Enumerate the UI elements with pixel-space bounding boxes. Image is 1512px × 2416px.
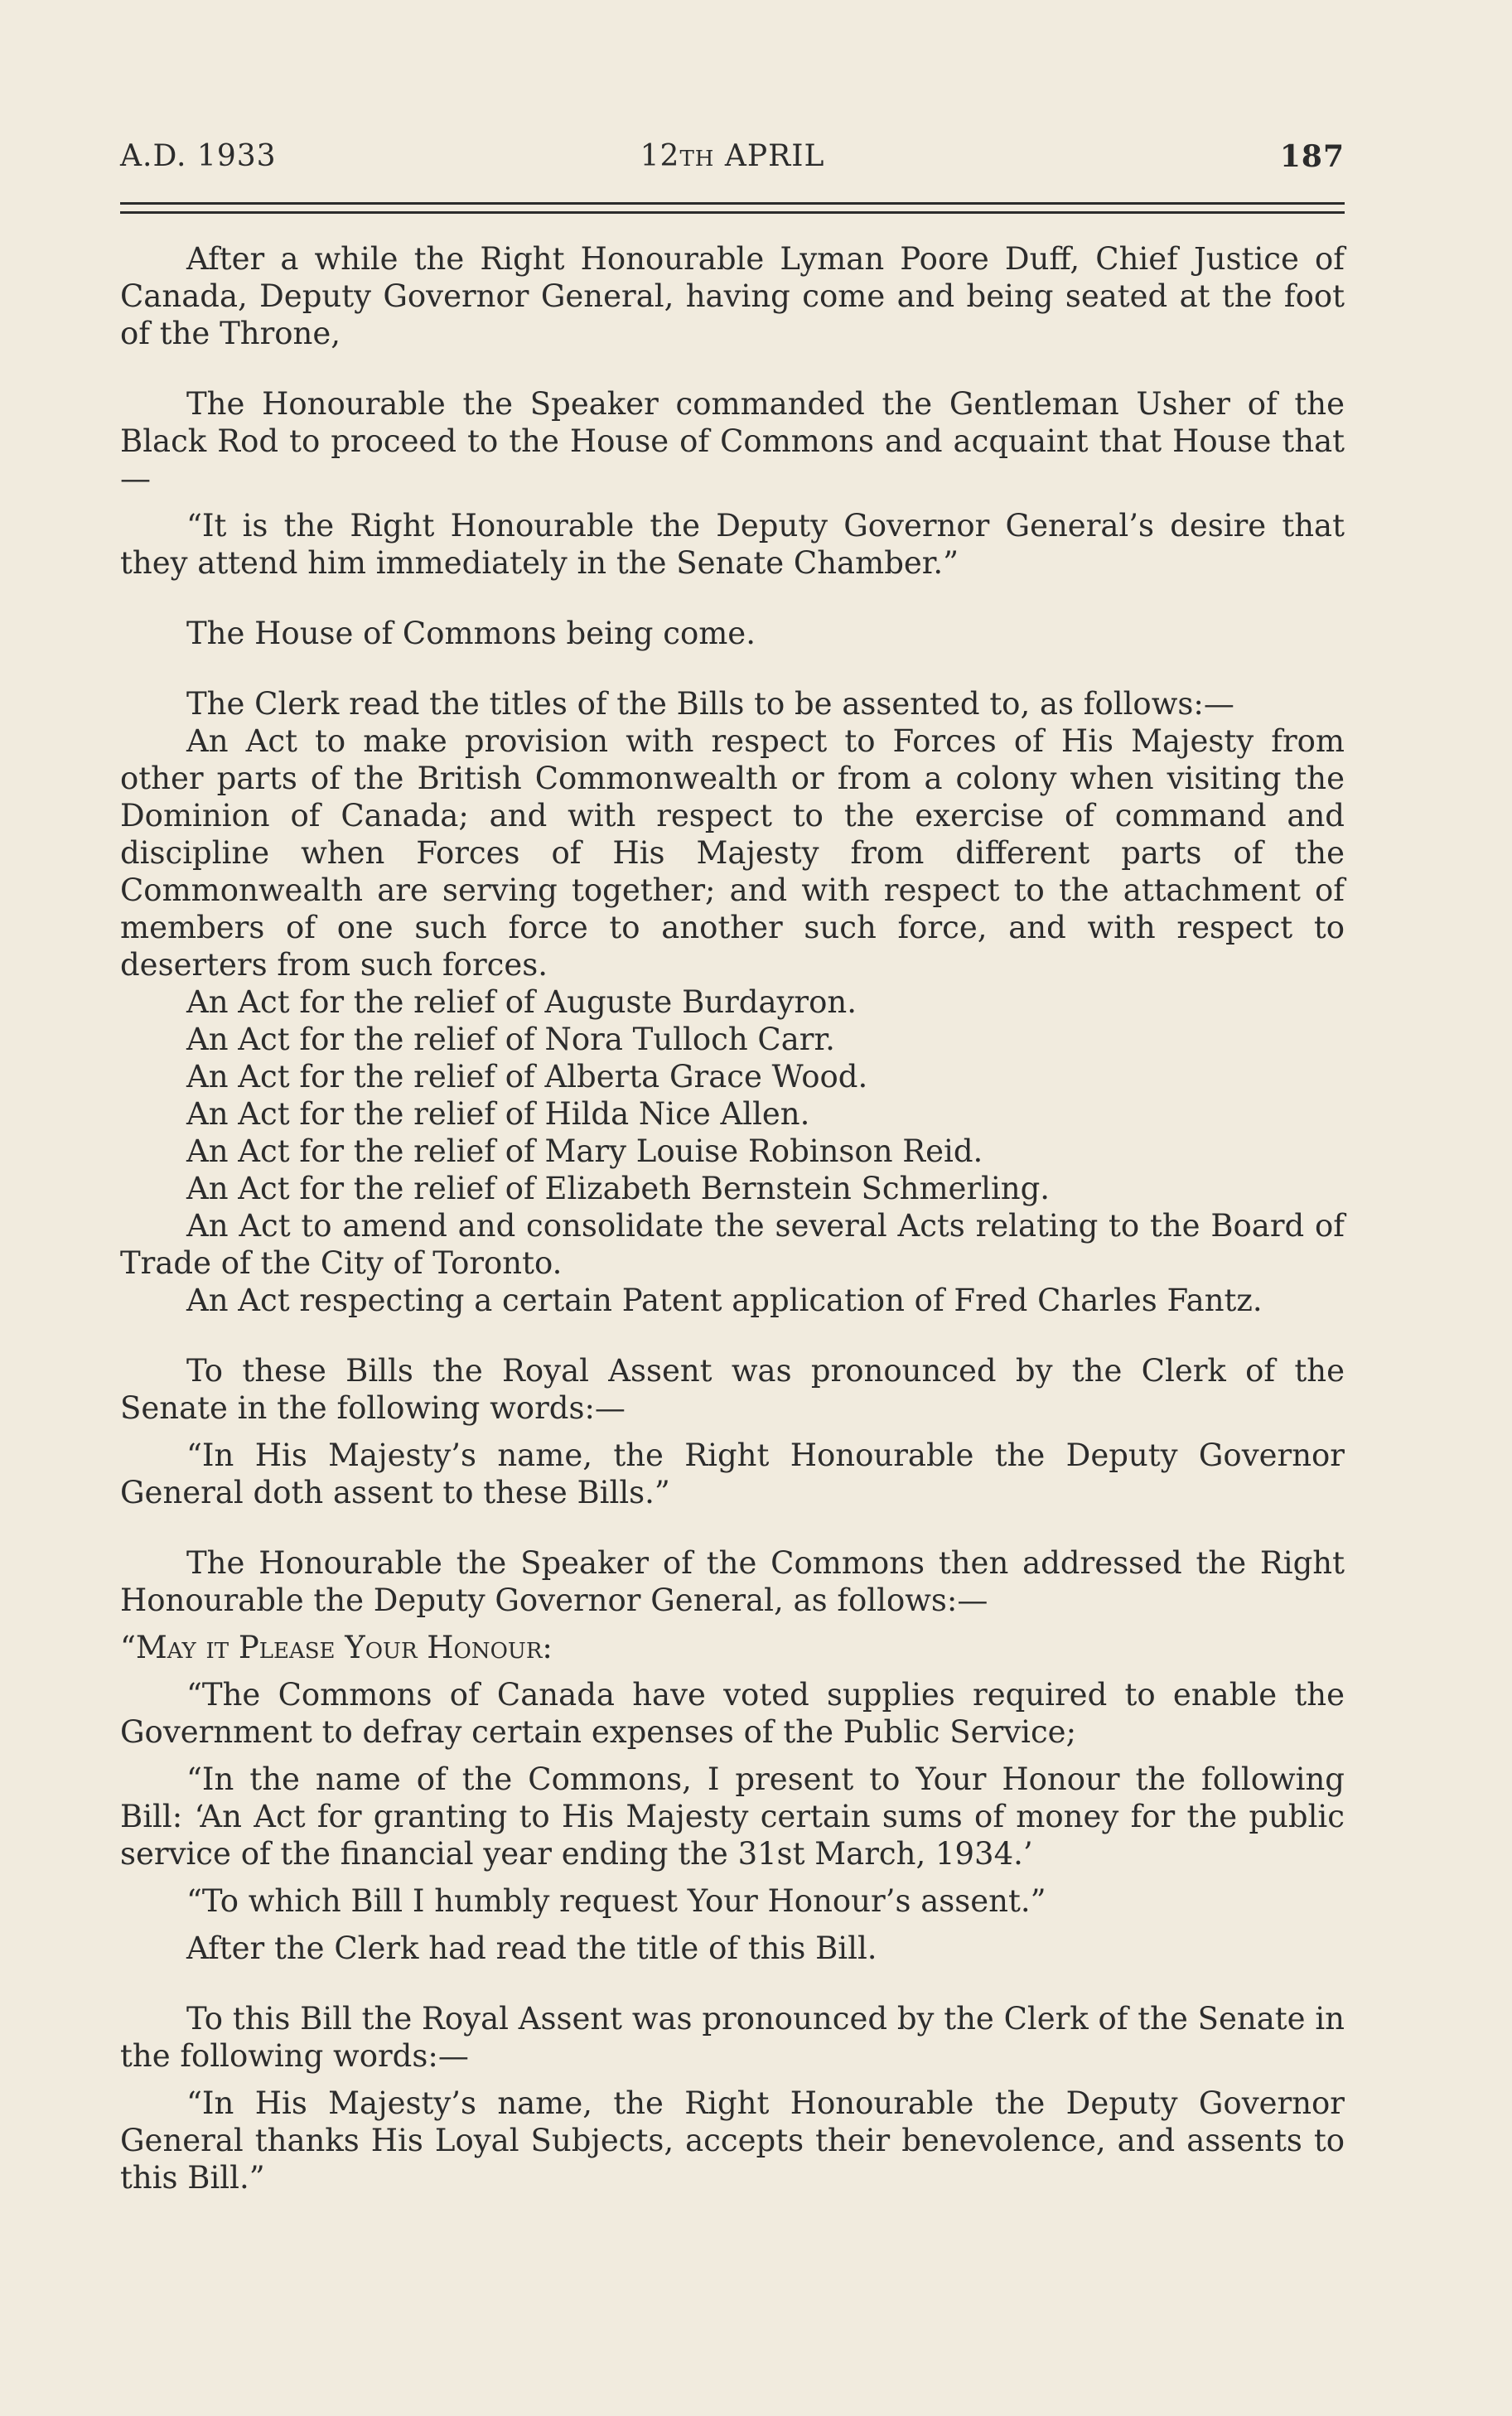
quotation: “It is the Right Honourable the Deputy Governor General’s desire that they attend him immediately in the Senate Chamber.” [120, 508, 1345, 581]
bill-title: An Act for the relief of Mary Louise Robinson Reid. [186, 1133, 983, 1169]
header-date-suffix: TH [679, 147, 715, 172]
paragraph: To these Bills the Royal Assent was pronounced by the Clerk of the Senate in the following words:— [120, 1353, 1345, 1426]
header-year: A.D. 1933 [120, 139, 277, 173]
bill-title: An Act to make provision with respect to Forces of His Majesty from other parts of the British Commonwealth or from a colony when visiting the Dominion of Canada; and with respect to the exercise of command and discipline when Forces of His Majesty from different parts of the Commonwealth are serving together; and with respect to the attachment of members of one such force to another such force, and with respect to deserters from such forces. [120, 723, 1345, 983]
bill-title: An Act respecting a certain Patent application of Fred Charles Fantz. [186, 1283, 1263, 1318]
page-body [120, 240, 1345, 2196]
paragraph: After a while the Right Honourable Lyman Poore Duff, Chief Justice of Canada, Deputy Governor General, having come and being seated at the foot of the Throne, [120, 241, 1345, 351]
header-date [120, 139, 1345, 173]
header-date-day: 12 [640, 139, 680, 173]
quotation: “In the name of the Commons, I present to Your Honour the following Bill: ‘An Act for granting to His Majesty certain sums of money for the public service of the financial year ending the 31st March, 1934.’ [120, 1761, 1345, 1872]
paragraph: The Honourable the Speaker of the Commons then addressed the Right Honourable the Deputy Governor General, as follows:— [120, 1545, 1345, 1618]
header-date-month: APRIL [724, 139, 825, 173]
quotation: “In His Majesty’s name, the Right Honourable the Deputy Governor General thanks His Loyal Subjects, accepts their benevolence, and assents to this Bill.” [120, 2085, 1345, 2196]
quotation: “To which Bill I humbly request Your Honour’s assent.” [186, 1883, 1046, 1919]
paragraph: After the Clerk had read the title of this Bill. [186, 1930, 877, 1966]
bill-title: An Act for the relief of Nora Tulloch Carr. [186, 1022, 835, 1057]
quotation: “The Commons of Canada have voted supplies required to enable the Government to defray certain expenses of the Public Service; [120, 1677, 1345, 1750]
paragraph: The House of Commons being come. [186, 616, 756, 651]
header-rule-top [120, 202, 1345, 205]
quotation: “In His Majesty’s name, the Right Honourable the Deputy Governor General doth assent to these Bills.” [120, 1438, 1345, 1510]
bill-title: An Act to amend and consolidate the several Acts relating to the Board of Trade of the City of Toronto. [120, 1208, 1345, 1281]
page-number: 187 [1279, 139, 1345, 174]
header-rule-bottom [120, 211, 1345, 214]
bill-title: An Act for the relief of Auguste Burdayron. [186, 984, 857, 1020]
page-header [120, 139, 1345, 189]
bill-title: An Act for the relief of Elizabeth Bernstein Schmerling. [186, 1171, 1051, 1206]
address-salutation: “May it Please Your Honour: [120, 1630, 553, 1665]
paragraph: The Honourable the Speaker commanded the Gentleman Usher of the Black Rod to proceed to the House of Commons and acquaint that House that— [120, 386, 1345, 496]
paragraph: To this Bill the Royal Assent was pronounced by the Clerk of the Senate in the following words:— [120, 2001, 1345, 2074]
bill-title: An Act for the relief of Hilda Nice Allen. [186, 1096, 810, 1132]
bill-title: An Act for the relief of Alberta Grace Wood. [186, 1059, 868, 1094]
paragraph: The Clerk read the titles of the Bills to be assented to, as follows:— [186, 686, 1234, 722]
